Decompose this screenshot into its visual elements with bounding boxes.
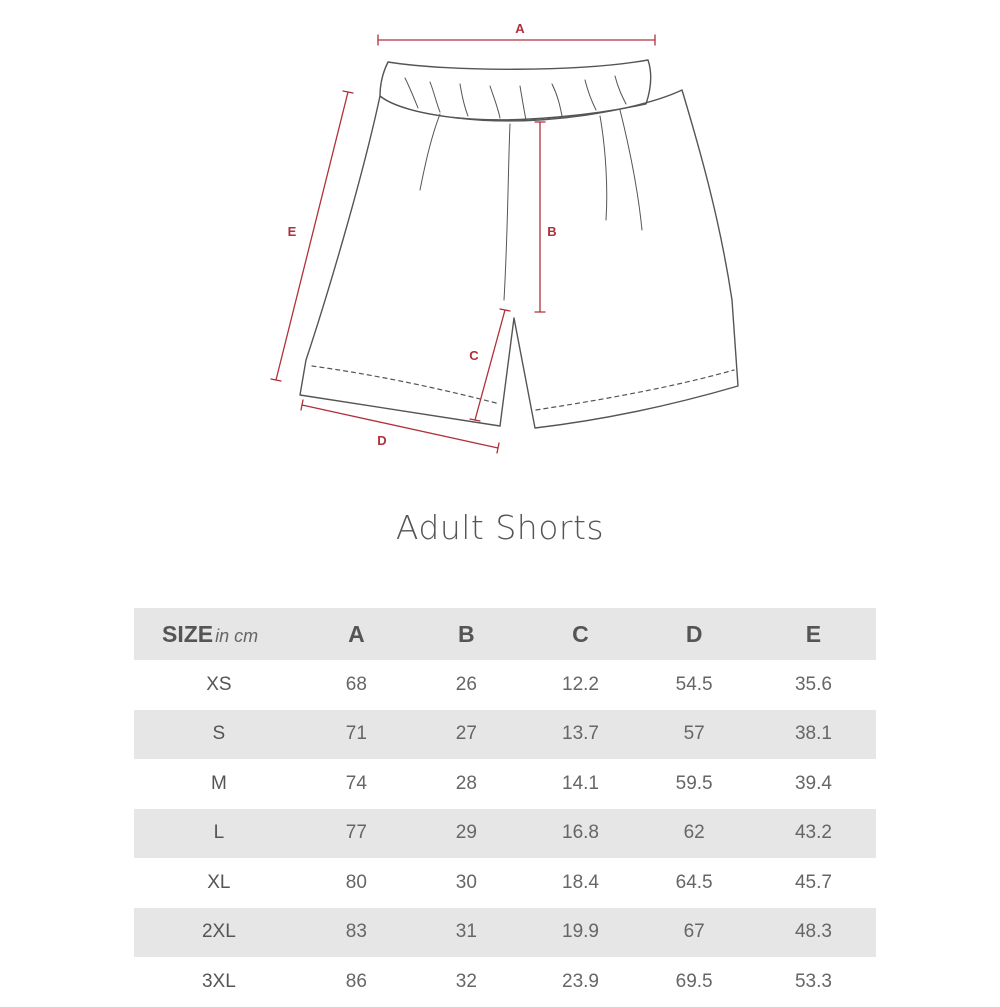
- table-row: [134, 908, 876, 958]
- unit-label: in cm: [215, 625, 259, 646]
- dimension-b-line: [535, 122, 545, 312]
- table-row: [134, 957, 876, 1007]
- dimension-c-line: [470, 309, 510, 421]
- column-header-e: E: [805, 620, 822, 647]
- value-cell: 28: [455, 772, 477, 794]
- value-cell: 12.2: [562, 673, 599, 695]
- size-header-label: SIZE: [162, 620, 214, 647]
- dimension-d-label: D: [377, 433, 387, 448]
- value-cell: 19.9: [562, 921, 599, 943]
- value-cell: 31: [455, 921, 477, 943]
- size-column-header: [134, 608, 304, 660]
- fabric-folds: [420, 110, 642, 300]
- size-cell: 2XL: [201, 921, 236, 943]
- table-row: [134, 858, 876, 908]
- shorts-outline: [300, 90, 738, 428]
- value-cell: 27: [455, 723, 477, 745]
- value-cell: 35.6: [794, 673, 832, 695]
- chart-title: Adult Shorts: [395, 508, 605, 547]
- size-cell: 3XL: [201, 970, 236, 992]
- column-header-d: D: [685, 620, 703, 647]
- column-header-b: B: [458, 620, 475, 647]
- table-row: [134, 809, 876, 859]
- value-cell: 77: [345, 822, 367, 844]
- value-cell: 59.5: [675, 772, 713, 794]
- dimension-e-line: [271, 91, 353, 381]
- dimension-a-line: [378, 35, 655, 45]
- value-cell: 26: [455, 673, 477, 695]
- dimension-a-label: A: [515, 21, 525, 36]
- value-cell: 64.5: [675, 871, 713, 893]
- shorts-measurement-diagram: [0, 0, 1000, 480]
- size-cell: S: [212, 723, 226, 745]
- value-cell: 68: [345, 673, 367, 695]
- value-cell: 38.1: [794, 723, 832, 745]
- value-cell: 16.8: [562, 822, 599, 844]
- table-row: [134, 710, 876, 760]
- value-cell: 86: [345, 970, 367, 992]
- value-cell: 57: [683, 723, 705, 745]
- table-header-row: [134, 608, 876, 660]
- value-cell: 54.5: [675, 673, 713, 695]
- size-cell: XL: [207, 871, 231, 893]
- value-cell: 14.1: [562, 772, 599, 794]
- value-cell: 43.2: [794, 822, 832, 844]
- dimension-e-label: E: [287, 224, 297, 239]
- value-cell: 13.7: [562, 723, 599, 745]
- size-cell: L: [213, 822, 225, 844]
- dimension-b-label: B: [547, 224, 557, 239]
- value-cell: 69.5: [675, 970, 713, 992]
- dimension-c-label: C: [469, 348, 479, 363]
- value-cell: 67: [683, 921, 705, 943]
- hem-stitch-left: [312, 366, 500, 404]
- table-row: [134, 759, 876, 809]
- table-row: [134, 660, 876, 710]
- value-cell: 71: [345, 723, 367, 745]
- value-cell: 62: [683, 822, 705, 844]
- value-cell: 80: [345, 871, 367, 893]
- value-cell: 29: [455, 822, 477, 844]
- value-cell: 18.4: [562, 871, 599, 893]
- column-header-c: C: [572, 620, 589, 647]
- value-cell: 53.3: [794, 970, 832, 992]
- value-cell: 30: [455, 871, 477, 893]
- value-cell: 45.7: [794, 871, 832, 893]
- size-chart-table: [134, 608, 876, 1007]
- size-cell: M: [210, 772, 227, 794]
- value-cell: 32: [455, 970, 477, 992]
- value-cell: 23.9: [562, 970, 599, 992]
- column-header-a: A: [348, 620, 365, 647]
- value-cell: 39.4: [794, 772, 832, 794]
- value-cell: 48.3: [794, 921, 832, 943]
- hem-stitch-right: [536, 370, 734, 410]
- value-cell: 74: [345, 772, 367, 794]
- dimension-d-line: [301, 400, 499, 453]
- value-cell: 83: [345, 921, 367, 943]
- size-cell: XS: [206, 673, 232, 695]
